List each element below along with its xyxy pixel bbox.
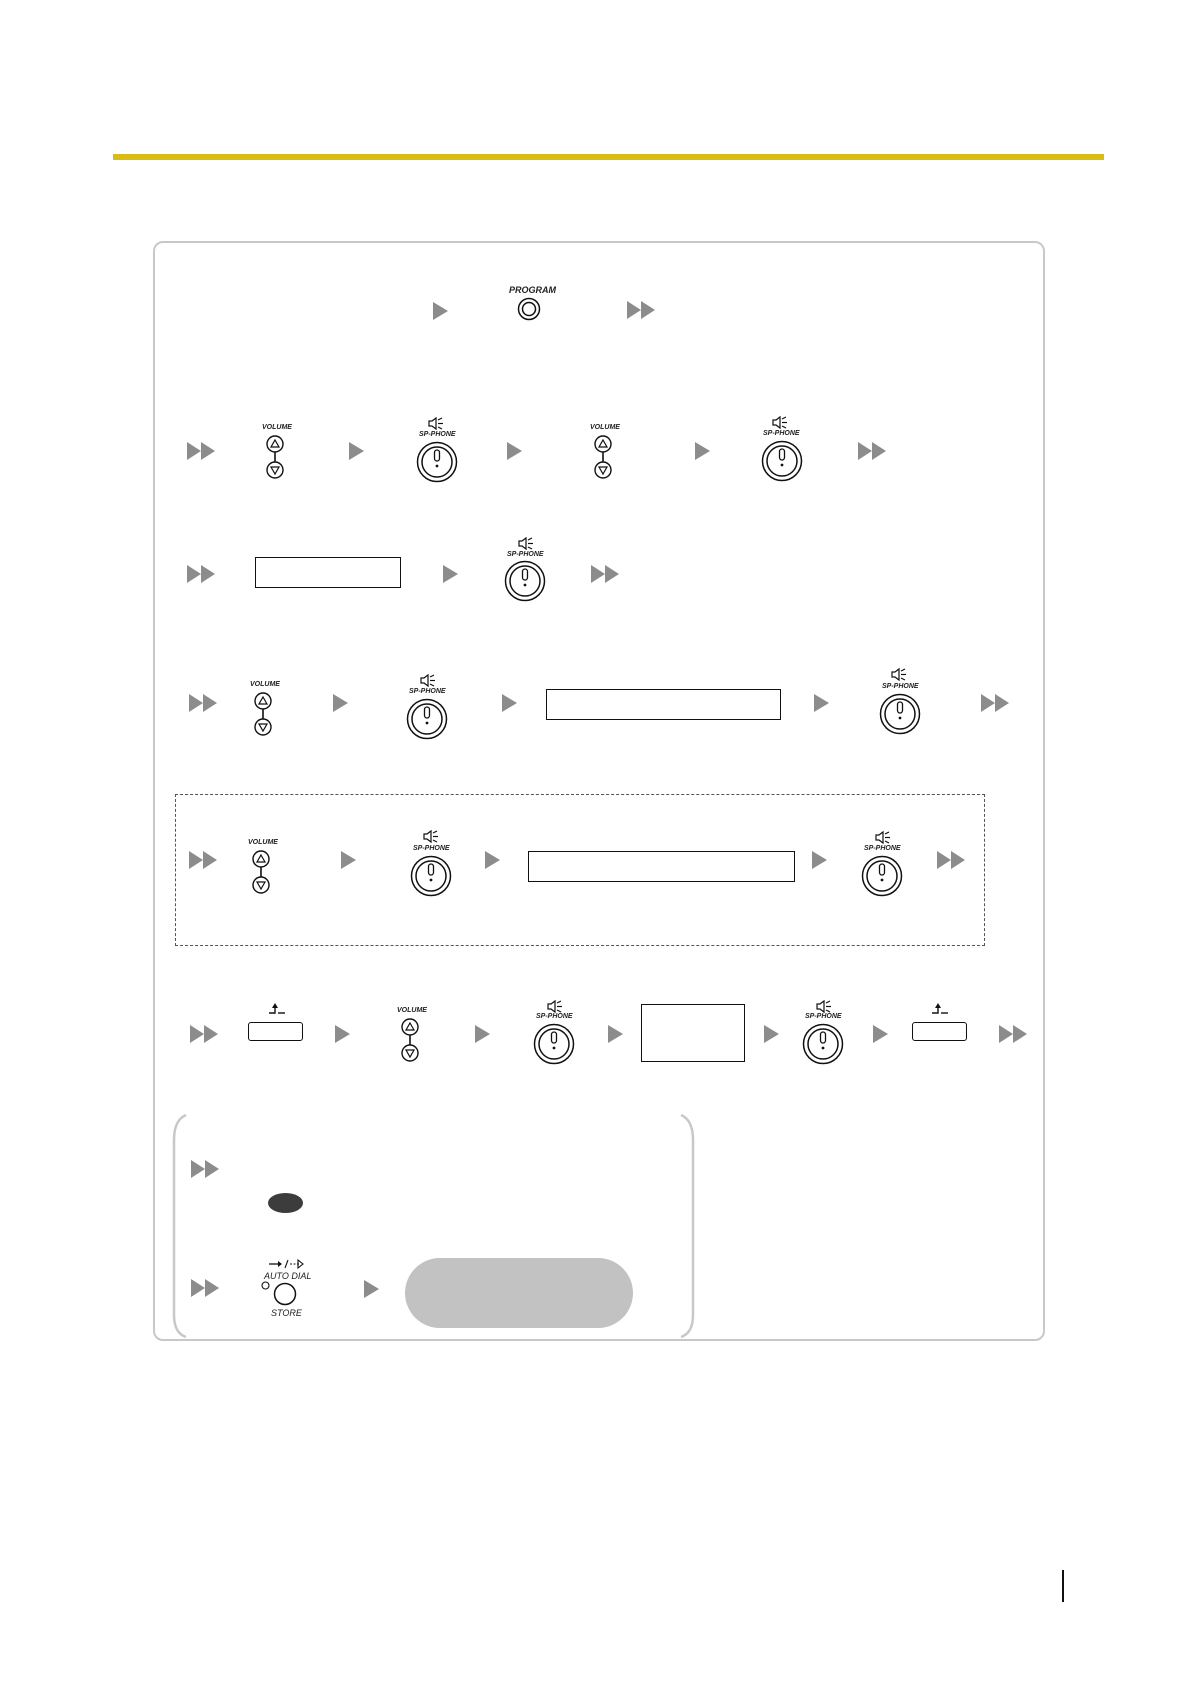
speaker-icon: [772, 416, 788, 430]
next-arrow-icon: [764, 1025, 780, 1043]
volume-label: VOLUME: [250, 681, 280, 688]
sp-phone-label: SP-PHONE: [882, 683, 919, 690]
continue-arrow-icon: [858, 442, 888, 460]
next-arrow-icon: [443, 565, 459, 583]
sp-phone-label: SP-PHONE: [763, 430, 800, 437]
continue-arrow-icon: [189, 694, 219, 712]
sp-phone-label: SP-PHONE: [536, 1013, 573, 1020]
next-arrow-icon: [475, 1025, 491, 1043]
sp-phone-button[interactable]: [410, 855, 452, 897]
next-arrow-icon: [507, 442, 523, 460]
next-arrow-icon: [873, 1025, 889, 1043]
speaker-icon: [518, 537, 534, 551]
speaker-icon: [420, 674, 436, 688]
volume-button[interactable]: [265, 435, 285, 487]
volume-button[interactable]: [251, 850, 271, 902]
result-display: [405, 1258, 633, 1328]
next-arrow-icon: [814, 694, 830, 712]
continue-arrow-icon: [591, 565, 621, 583]
continue-arrow-icon: [187, 565, 217, 583]
volume-label: VOLUME: [397, 1007, 427, 1014]
next-arrow-icon: [349, 442, 365, 460]
next-arrow-icon: [695, 442, 711, 460]
sp-phone-label: SP-PHONE: [419, 431, 456, 438]
sp-phone-label: SP-PHONE: [507, 551, 544, 558]
next-arrow-icon: [812, 851, 828, 869]
next-arrow-icon: [433, 302, 449, 320]
continue-arrow-icon: [191, 1279, 221, 1297]
volume-button[interactable]: [400, 1018, 420, 1070]
volume-button[interactable]: [593, 435, 613, 487]
speaker-icon: [816, 1000, 832, 1014]
entry-box[interactable]: [255, 557, 401, 588]
page-margin-line: [1062, 1570, 1064, 1602]
speaker-icon: [423, 830, 439, 844]
sp-phone-button[interactable]: [504, 560, 546, 602]
flash-icon: [268, 1003, 286, 1017]
volume-label: VOLUME: [262, 424, 292, 431]
next-arrow-icon: [502, 694, 518, 712]
next-arrow-icon: [341, 851, 357, 869]
store-label: STORE: [271, 1308, 302, 1318]
sp-phone-label: SP-PHONE: [413, 845, 450, 852]
volume-button[interactable]: [253, 692, 273, 744]
sp-phone-button[interactable]: [416, 441, 458, 483]
dark-button[interactable]: [268, 1193, 303, 1213]
entry-box[interactable]: [546, 689, 781, 720]
continue-arrow-icon: [627, 301, 657, 319]
sp-phone-button[interactable]: [861, 855, 903, 897]
entry-box[interactable]: [641, 1004, 745, 1062]
entry-box[interactable]: [528, 851, 795, 882]
sp-phone-label: SP-PHONE: [409, 688, 446, 695]
next-arrow-icon: [335, 1025, 351, 1043]
sp-phone-label: SP-PHONE: [864, 845, 901, 852]
auto-dial-arrow-icon: [268, 1258, 304, 1270]
continue-arrow-icon: [937, 851, 967, 869]
flash-button[interactable]: [912, 1022, 967, 1041]
sp-phone-button[interactable]: [761, 440, 803, 482]
sp-phone-button[interactable]: [879, 693, 921, 735]
continue-arrow-icon: [191, 1160, 221, 1178]
auto-dial-store-button[interactable]: [273, 1282, 297, 1306]
next-arrow-icon: [333, 694, 349, 712]
continue-arrow-icon: [999, 1025, 1029, 1043]
indicator-led-icon: [261, 1281, 270, 1290]
flash-icon: [931, 1003, 949, 1017]
sp-phone-button[interactable]: [802, 1023, 844, 1065]
program-label: PROGRAM: [509, 285, 556, 295]
next-arrow-icon: [485, 851, 501, 869]
speaker-icon: [875, 831, 891, 845]
sp-phone-button[interactable]: [533, 1023, 575, 1065]
volume-label: VOLUME: [590, 424, 620, 431]
program-button[interactable]: [517, 297, 541, 321]
continue-arrow-icon: [981, 694, 1011, 712]
auto-dial-label: AUTO DIAL: [264, 1271, 312, 1281]
volume-label: VOLUME: [248, 839, 278, 846]
continue-arrow-icon: [189, 851, 219, 869]
sp-phone-button[interactable]: [406, 698, 448, 740]
continue-arrow-icon: [187, 442, 217, 460]
speaker-icon: [891, 668, 907, 682]
flash-button[interactable]: [248, 1022, 303, 1041]
speaker-icon: [428, 417, 444, 431]
next-arrow-icon: [608, 1025, 624, 1043]
continue-arrow-icon: [190, 1025, 220, 1043]
speaker-icon: [547, 1000, 563, 1014]
sp-phone-label: SP-PHONE: [805, 1013, 842, 1020]
next-arrow-icon: [364, 1280, 380, 1298]
